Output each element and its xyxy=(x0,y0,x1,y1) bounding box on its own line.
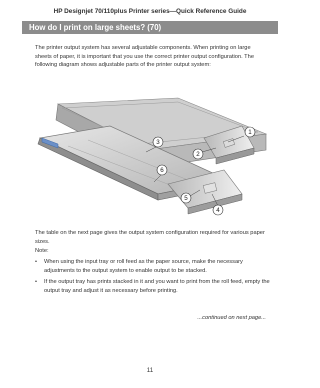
running-header: HP Designjet 70/110plus Printer series—Quick Reference Guide xyxy=(53,8,247,15)
callout-label: 5 xyxy=(184,195,188,203)
intro-paragraph: The printer output system has several adjustable components. When printing on large sheets of paper, it is important that you use the correct printer output configuration. The following diagram shows adjustable parts of the printer output system: xyxy=(35,45,254,69)
callout-2 xyxy=(193,149,203,159)
continued-note: ...continued on next page... xyxy=(197,315,266,321)
printer-output-diagram xyxy=(28,96,276,222)
section-heading-bar xyxy=(22,21,278,34)
page-number: 11 xyxy=(146,367,154,374)
callout-4 xyxy=(213,205,223,215)
section-title: How do I print on large sheets? (70) xyxy=(29,22,162,32)
callout-6 xyxy=(157,165,167,175)
callout-1 xyxy=(245,127,255,137)
callout-label: 1 xyxy=(248,129,252,137)
note-label: Note: xyxy=(35,248,49,254)
note-bullet-list xyxy=(35,258,271,298)
callout-label: 3 xyxy=(156,139,160,147)
callout-label: 2 xyxy=(196,151,200,159)
callout-label: 4 xyxy=(216,207,220,215)
callout-5 xyxy=(181,193,191,203)
callout-label: 6 xyxy=(160,167,164,175)
table-reference-paragraph: The table on the next page gives the output system configuration required for various paper sizes. xyxy=(35,230,265,245)
list-item: • If the output tray has prints stacked in it and you want to print from the roll feed, empty the output tray and adjust it as necessary before printing. xyxy=(35,278,271,295)
callout-3 xyxy=(153,137,163,147)
list-item: • When using the input tray or roll feed as the paper source, make the necessary adjustments to the output system to enable output to be stacked. xyxy=(35,258,271,275)
